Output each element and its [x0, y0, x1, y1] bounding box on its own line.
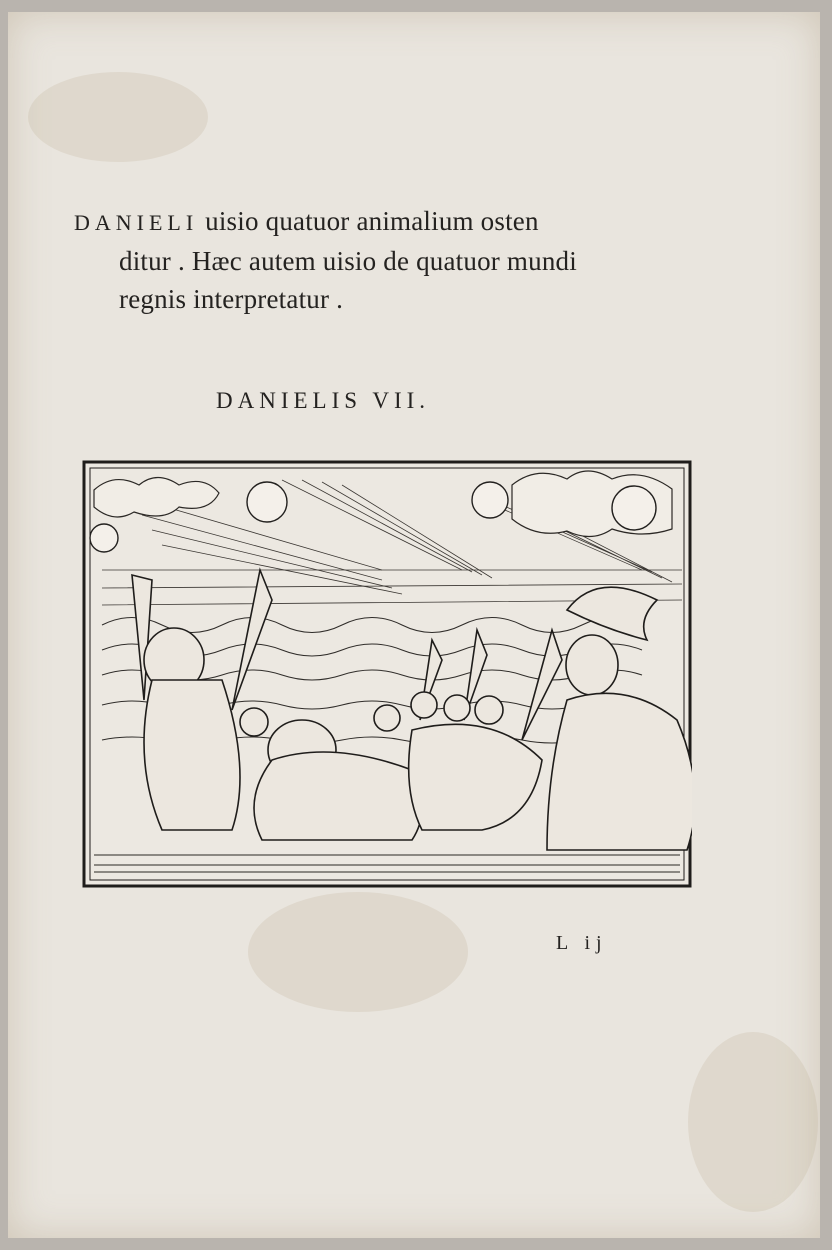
signature-mark: L ij	[556, 932, 608, 954]
chapter-title: DANIELIS VII.	[216, 388, 431, 413]
page-heading	[74, 202, 734, 318]
woodcut-illustration	[82, 460, 692, 888]
book-page	[8, 12, 820, 1238]
heading-line-3: regnis interpretatur .	[119, 284, 344, 314]
heading-line-2: ditur . Hæc autem uisio de quatuor mundi	[119, 246, 577, 276]
paper-stain	[28, 72, 208, 162]
paper-stain	[248, 892, 468, 1012]
heading-line-1-text: uisio quatuor animalium osten	[198, 206, 539, 236]
heading-lead: DANIELI	[74, 210, 199, 235]
paper-stain	[688, 1032, 818, 1212]
heading-line-1	[74, 202, 734, 242]
